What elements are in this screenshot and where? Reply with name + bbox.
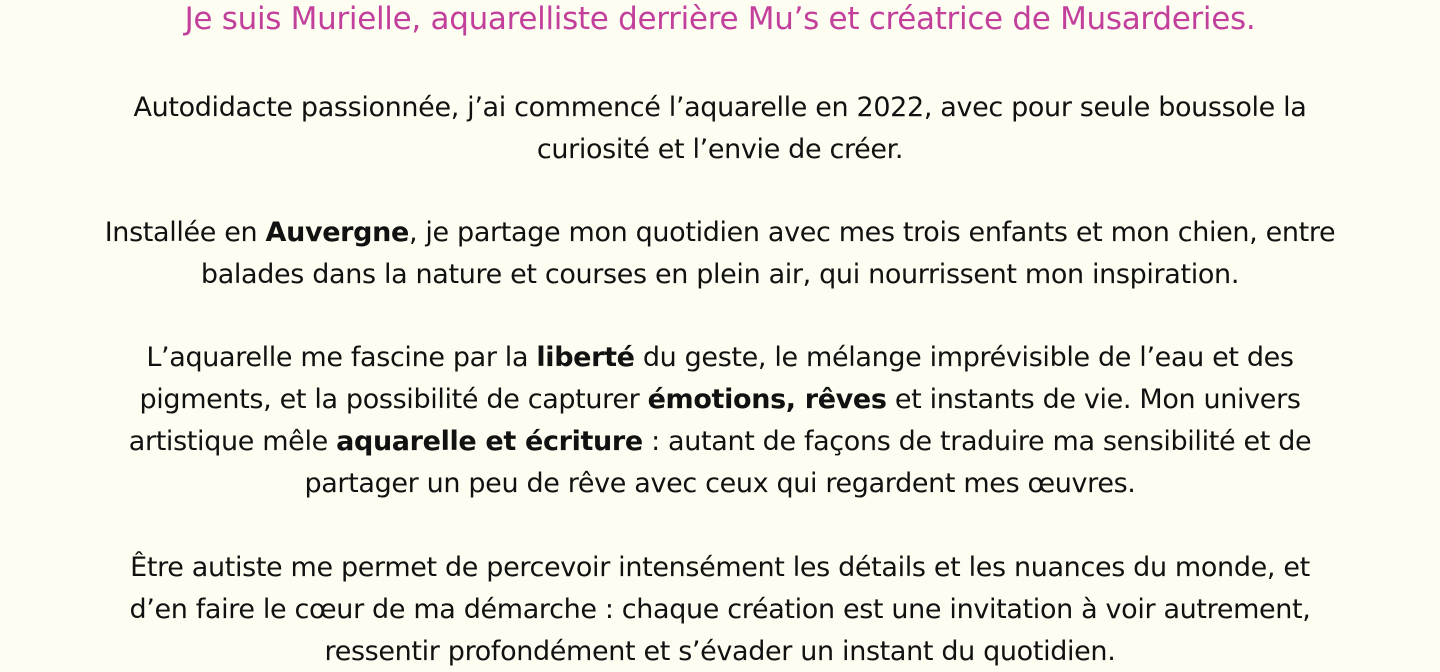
text-line: ressentir profondément et s’évader un instant du quotidien. (324, 636, 1116, 667)
text-line: curiosité et l’envie de créer. (536, 134, 904, 165)
intro-headline: Je suis Murielle, aquarelliste derrière Mu’s et créatrice de Musarderies. (184, 1, 1256, 37)
text-fragment: pigments, et la possibilité de capturer (139, 384, 648, 415)
text-fragment: L’aquarelle me fascine par la (146, 342, 537, 373)
emphasis-auvergne: Auvergne (265, 217, 409, 248)
text-line: partager un peu de rêve avec ceux qui regardent mes œuvres. (304, 468, 1136, 499)
text-fragment: et instants de vie. Mon univers (886, 384, 1301, 415)
text-fragment: artistique mêle (128, 426, 337, 457)
paragraph-location (20, 212, 1420, 296)
text-line (20, 337, 1420, 379)
text-fragment: : autant de façons de traduire ma sensibilité et de (642, 426, 1312, 457)
paragraph-background (20, 87, 1420, 171)
text-line (20, 212, 1420, 254)
text-fragment: du geste, le mélange imprévisible de l’eau et des (634, 342, 1294, 373)
text-line: Autodidacte passionnée, j’ai commencé l’aquarelle en 2022, avec pour seule boussole la (133, 92, 1307, 123)
text-line (20, 379, 1420, 421)
text-line: balades dans la nature et courses en plein air, qui nourrissent mon inspiration. (200, 259, 1240, 290)
text-line (20, 421, 1420, 463)
text-line: Être autiste me permet de percevoir intensément les détails et les nuances du monde, et (130, 552, 1310, 583)
text-fragment: Installée en (104, 217, 266, 248)
paragraph-fascination (20, 337, 1420, 505)
emphasis-emotions-reves: émotions, rêves (647, 384, 887, 415)
emphasis-liberte: liberté (536, 342, 635, 373)
text-fragment: , je partage mon quotidien avec mes trois enfants et mon chien, entre (408, 217, 1336, 248)
paragraph-autism (20, 547, 1420, 672)
emphasis-aquarelle-ecriture: aquarelle et écriture (336, 426, 643, 457)
text-line: d’en faire le cœur de ma démarche : chaque création est une invitation à voir autrement, (129, 594, 1311, 625)
